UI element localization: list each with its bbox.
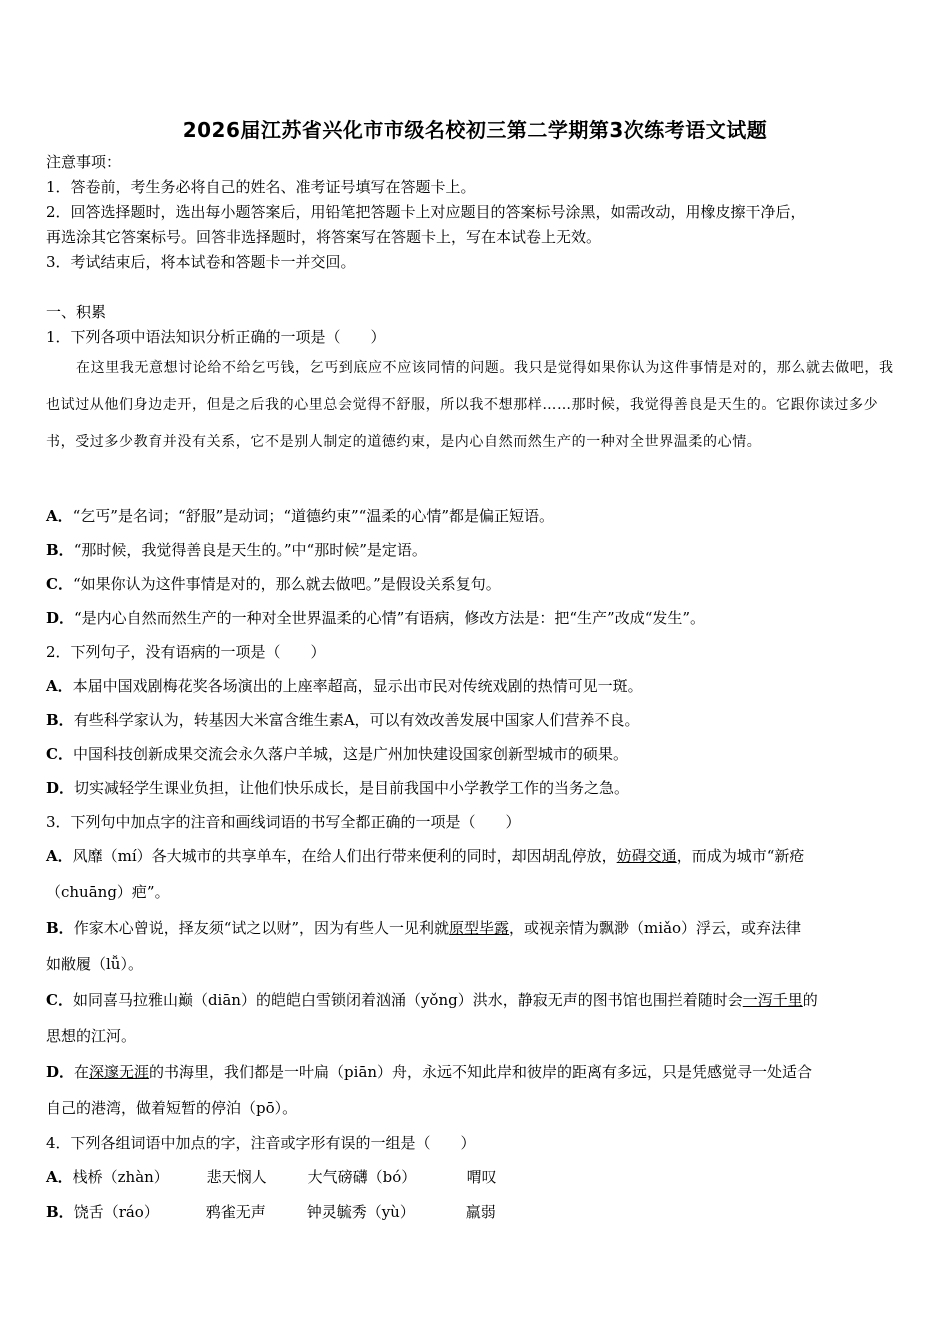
question-3-option-b: B．作家木心曾说，择友须“试之以财”，因为有些人一见利就原型毕露，或视亲情为飘渺（miǎo）浮云，或弃法律 — [46, 919, 802, 937]
notice-item: 再选涂其它答案标号。回答非选择题时，将答案写在答题卡上，写在本试卷上无效。 — [46, 228, 602, 246]
question-1-option-d: D．“是内心自然而然生产的一种对全世界温柔的心情”有语病，修改方法是：把“生产”改成“发生”。 — [46, 609, 706, 627]
underlined-word: 深邃无涯 — [89, 1063, 150, 1081]
notice-item: 3．考试结束后，将本试卷和答题卡一并交回。 — [46, 253, 356, 271]
question-1-option-c: C．“如果你认为这件事情是对的，那么就去做吧。”是假设关系复句。 — [46, 575, 501, 593]
question-1-stem: 1．下列各项中语法知识分析正确的一项是（ ） — [46, 328, 386, 346]
question-3-option-a: A．风靡（mí）各大城市的共享单车，在给人们出行带来便利的同时，却因胡乱停放，妨碍交通，而成为城市“新疮 — [46, 847, 805, 865]
question-1-passage — [46, 350, 904, 461]
notice-heading: 注意事项： — [46, 153, 122, 171]
question-3-stem: 3．下列句中加点字的注音和画线词语的书写全都正确的一项是（ ） — [46, 813, 521, 831]
question-4-stem: 4．下列各组词语中加点的字，注音或字形有误的一组是（ ） — [46, 1134, 476, 1152]
question-2-stem: 2．下列句子，没有语病的一项是（ ） — [46, 643, 326, 661]
question-1-option-b: B．“那时候，我觉得善良是天生的。”中“那时候”是定语。 — [46, 541, 427, 559]
question-2-option-a: A．本届中国戏剧梅花奖各场演出的上座率超高，显示出市民对传统戏剧的热情可见一斑。 — [46, 677, 643, 695]
underlined-word: 妨碍交通 — [616, 847, 677, 865]
question-3-option-d: D．在深邃无涯的书海里，我们都是一叶扁（piān）舟，永远不知此岸和彼岸的距离有多远，只是凭感觉寻一处适合 — [46, 1063, 813, 1081]
question-3-option-d-cont: 自己的港湾，做着短暂的停泊（pō）。 — [46, 1099, 298, 1117]
question-2-option-c: C．中国科技创新成果交流会永久落户羊城，这是广州加快建设国家创新型城市的硕果。 — [46, 745, 628, 763]
question-3-option-b-cont: 如敝履（lǚ）。 — [46, 955, 143, 973]
question-1-option-a: A．“乞丐”是名词；“舒服”是动词；“道德约束”“温柔的心情”都是偏正短语。 — [46, 507, 554, 525]
question-4-option-b: B．饶舌（ráo） 鸦雀无声 钟灵毓秀（yù） 羸弱 — [46, 1203, 496, 1221]
underlined-word: 一泻千里 — [742, 991, 803, 1009]
notice-item: 2．回答选择题时，选出每小题答案后，用铅笔把答题卡上对应题目的答案标号涂黑，如需改动，用橡皮擦干净后， — [46, 203, 806, 221]
question-3-option-c: C．如同喜马拉雅山巅（diān）的皑皑白雪锁闭着汹涌（yǒng）洪水，静寂无声的图书馆也围拦着随时会一泻千里的 — [46, 991, 818, 1009]
passage-text: 在这里我无意想讨论给不给乞丐钱，乞丐到底应不应该同情的问题。我只是觉得如果你认为这件事情是对的，那么就去做吧，我也试过从他们身边走开，但是之后我的心里总会觉得不舒服，所以我不想那样……那时候，我觉得善良是天生的。它跟你读过多少书，受过多少教育并没有关系，它不是别人制定的道德约束，是内心自然而然生产的一种对全世界温柔的心情。 — [46, 360, 894, 450]
underlined-word: 原型毕露 — [449, 919, 510, 937]
notice-item: 1．答卷前，考生务必将自己的姓名、准考证号填写在答题卡上。 — [46, 178, 476, 196]
question-3-option-c-cont: 思想的江河。 — [46, 1027, 137, 1045]
section-heading: 一、积累 — [46, 303, 107, 321]
question-4-option-a: A．栈桥（zhàn） 悲天悯人 大气磅礴（bó） 喟叹 — [46, 1168, 497, 1186]
question-3-option-a-cont: （chuāng）疤”。 — [46, 883, 170, 901]
page-title: 2026届江苏省兴化市市级名校初三第二学期第3次练考语文试题 — [182, 118, 768, 142]
question-2-option-d: D．切实减轻学生课业负担，让他们快乐成长，是目前我国中小学教学工作的当务之急。 — [46, 779, 630, 797]
question-2-option-b: B．有些科学家认为，转基因大米富含维生素A，可以有效改善发展中国家人们营养不良。 — [46, 711, 640, 729]
